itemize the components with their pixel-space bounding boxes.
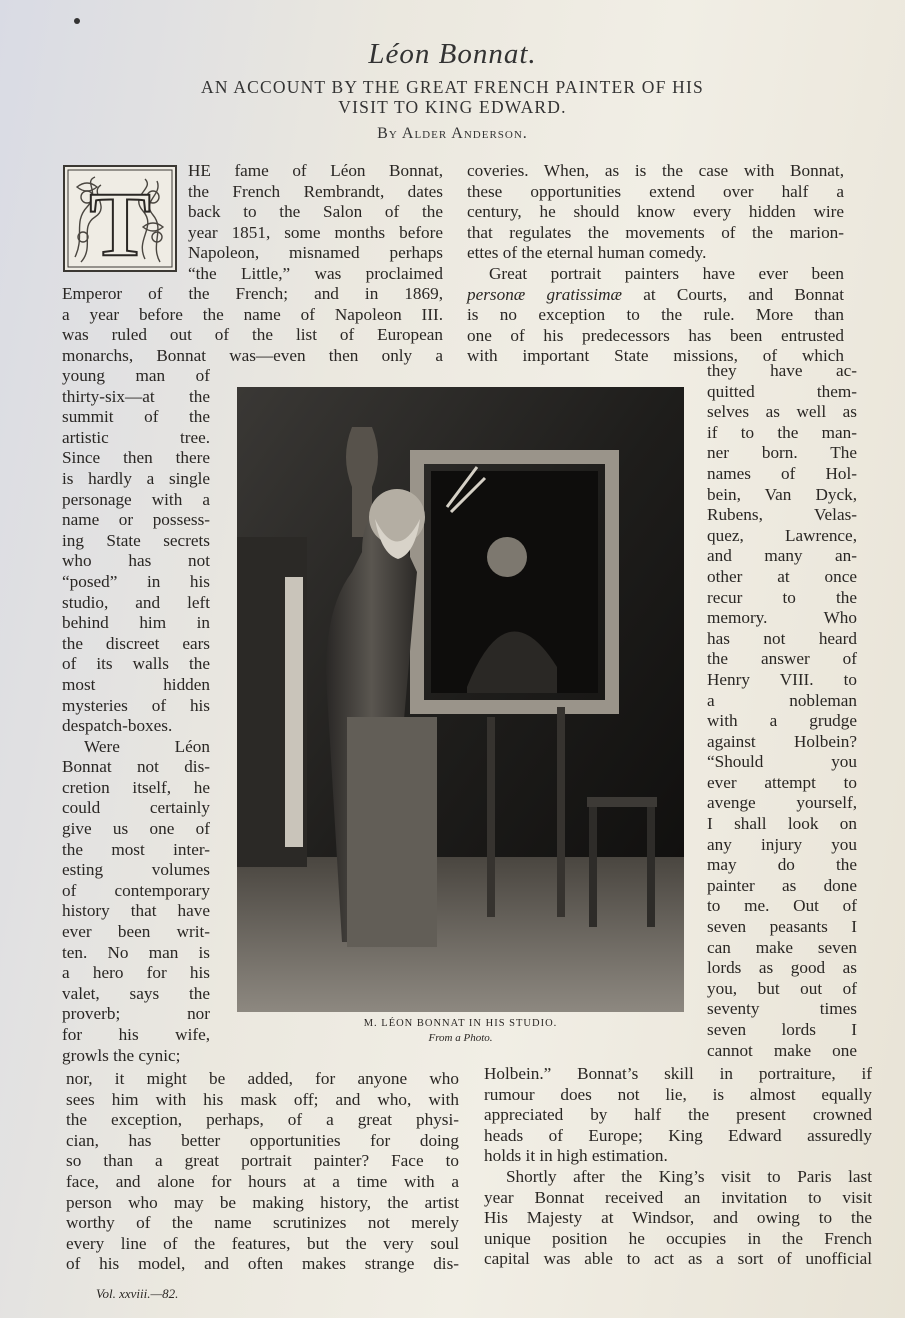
- text-line: summit of the: [62, 407, 210, 427]
- text-line: mysteries of his: [62, 695, 210, 715]
- text-line: these opportunities extend over half a: [467, 181, 844, 201]
- text-line: bein, Van Dyck,: [707, 484, 857, 504]
- text-line: ever been writ-: [62, 922, 210, 942]
- text-line: was ruled out of the list of European: [62, 325, 443, 345]
- text-line: who has not: [62, 551, 210, 571]
- text-line: Were Léon: [84, 736, 210, 756]
- text-line: Since then there: [62, 448, 210, 468]
- text-line: back to the Salon of the: [188, 202, 443, 222]
- col1-top: [188, 161, 443, 285]
- painter-in-studio-image: [237, 387, 684, 1012]
- text-line: and many an-: [707, 546, 857, 566]
- text-line: selves as well as: [707, 402, 857, 422]
- text-line: a year before the name of Napoleon III.: [62, 304, 443, 324]
- text-line: give us one of: [62, 819, 210, 839]
- text-line: painter as done: [707, 875, 857, 895]
- text-line: unique position he occupies in the French: [484, 1228, 872, 1248]
- text-line: ing State secrets: [62, 530, 210, 550]
- text-line: monarchs, Bonnat was—even then only a: [62, 345, 443, 365]
- text-line: rumour does not lie, is almost equally: [484, 1084, 872, 1104]
- text-line: you, but out of: [707, 978, 857, 998]
- text-line: can make seven: [707, 937, 857, 957]
- subtitle-line-1: AN ACCOUNT BY THE GREAT FRENCH PAINTER OF HIS: [201, 77, 704, 97]
- text-line: for his wife,: [62, 1025, 210, 1044]
- text-line: other at once: [707, 566, 857, 586]
- text-line: young man of: [62, 366, 210, 385]
- text-line: thirty-six—at the: [62, 386, 210, 406]
- text-line: coveries. When, as is the case with Bonnat,: [467, 161, 844, 180]
- col1-bottom: [66, 1069, 459, 1275]
- text-line: of his model, and often makes strange dis-: [66, 1254, 459, 1274]
- text-line: of contemporary: [62, 880, 210, 900]
- text-line: against Holbein?: [707, 731, 857, 751]
- text-line: sees him with his mask off; and who, with: [66, 1089, 459, 1109]
- text-line: is no exception to the rule. More than: [467, 305, 844, 325]
- text-line: HE fame of Léon Bonnat,: [188, 161, 443, 180]
- text-line: “the Little,” was proclaimed: [188, 263, 443, 283]
- text-line: heads of Europe; King Edward assuredly: [484, 1125, 872, 1145]
- text-line: Henry VIII. to: [707, 669, 857, 689]
- text-line: cian, has better opportunities for doing: [66, 1130, 459, 1150]
- text-line: despatch-boxes.: [62, 716, 173, 736]
- text-line: lords as good as: [707, 958, 857, 978]
- col1-full: [62, 284, 443, 366]
- text-line: century, he should know every hidden wire: [467, 202, 844, 222]
- byline: By Alder Anderson.: [377, 125, 528, 142]
- text-line: Shortly after the King’s visit to Paris last: [506, 1166, 872, 1186]
- studio-photograph: [237, 387, 684, 1012]
- dropcap-ornament-icon: [65, 167, 175, 270]
- text-line: Bonnat not dis-: [62, 757, 210, 777]
- text-line: name or possess-: [62, 510, 210, 530]
- latin-phrase: personæ gratissimæ: [467, 284, 622, 304]
- col2-top: [467, 161, 844, 367]
- text-line: recur to the: [707, 587, 857, 607]
- folio: Vol. xxviii.—82.: [96, 1286, 179, 1301]
- text-line: may do the: [707, 855, 857, 875]
- text-fragment: at Courts, and Bonnat: [621, 284, 844, 304]
- text-line: “posed” in his: [62, 571, 210, 591]
- text-line: year 1851, some months before: [188, 222, 443, 242]
- text-line: that regulates the movements of the marion-: [467, 222, 844, 242]
- photo-caption: [237, 1017, 684, 1045]
- text-line: quez, Lawrence,: [707, 525, 857, 545]
- text-line: with a grudge: [707, 711, 857, 731]
- text-line: the exception, perhaps, of a great physi-: [66, 1110, 459, 1130]
- text-line: a nobleman: [707, 690, 857, 710]
- text-line: artistic tree.: [62, 427, 210, 447]
- text-line: the French Rembrandt, dates: [188, 181, 443, 201]
- text-line: person who may be making history, the artist: [66, 1192, 459, 1212]
- decorated-dropcap: [63, 165, 177, 272]
- text-line: appreciated by half the present crowned: [484, 1105, 872, 1125]
- text-line: the answer of: [707, 649, 857, 669]
- text-line: they have ac-: [707, 361, 857, 380]
- text-line: one of his predecessors has been entrusted: [467, 325, 844, 345]
- text-line: I shall look on: [707, 814, 857, 834]
- text-line: cannot make one: [707, 1040, 857, 1060]
- text-line: Emperor of the French; and in 1869,: [62, 284, 443, 303]
- text-line: Holbein.” Bonnat’s skill in portraiture, if: [484, 1064, 872, 1083]
- text-line: face, and alone for hours at a time with a: [66, 1171, 459, 1191]
- text-line: seven lords I: [707, 1020, 857, 1039]
- photo-credit: From a Photo.: [428, 1032, 493, 1044]
- article-subtitle: [100, 77, 805, 117]
- caption-text: M. LÉON BONNAT IN HIS STUDIO.: [363, 1018, 558, 1029]
- text-line: most hidden: [62, 674, 210, 694]
- text-line: of its walls the: [62, 654, 210, 674]
- text-line: capital was able to act as a sort of unofficial: [484, 1249, 872, 1269]
- text-line: esting volumes: [62, 860, 210, 880]
- text-line: ner born. The: [707, 443, 857, 463]
- text-line: ten. No man is: [62, 942, 210, 962]
- text-line: quitted them-: [707, 381, 857, 401]
- text-line: studio, and left: [62, 592, 210, 612]
- text-line: valet, says the: [62, 983, 210, 1003]
- text-line: to me. Out of: [707, 896, 857, 916]
- text-line: worthy of the name scrutinizes not merely: [66, 1213, 459, 1233]
- text-line: cretion itself, he: [62, 777, 210, 797]
- text-line: a hero for his: [62, 963, 210, 983]
- text-line: Rubens, Velas-: [707, 505, 857, 525]
- text-line: the most inter-: [62, 839, 210, 859]
- text-line: could certainly: [62, 798, 210, 818]
- text-line: personage with a: [62, 489, 210, 509]
- subtitle-line-2: VISIT TO KING EDWARD.: [338, 97, 567, 117]
- article-title: Léon Bonnat.: [368, 38, 537, 70]
- col2-bottom: [484, 1064, 872, 1270]
- text-line: behind him in: [62, 613, 210, 633]
- text-line: growls the cynic;: [62, 1045, 181, 1065]
- text-line: nor, it might be added, for anyone who: [66, 1069, 459, 1088]
- text-line: “Should you: [707, 752, 857, 772]
- text-line: with important State missions, of which: [467, 346, 844, 366]
- text-line: His Majesty at Windsor, and owing to the: [484, 1208, 872, 1228]
- text-line: names of Hol-: [707, 463, 857, 483]
- text-line: every line of the features, but the very soul: [66, 1233, 459, 1253]
- text-line: seventy times: [707, 999, 857, 1019]
- text-line: proverb; nor: [62, 1004, 210, 1024]
- text-line: any injury you: [707, 834, 857, 854]
- printer-mark: [74, 18, 80, 24]
- text-line: year Bonnat received an invitation to visit: [484, 1187, 872, 1207]
- text-line: avenge yourself,: [707, 793, 857, 813]
- text-line: ettes of the eternal human comedy.: [467, 243, 707, 263]
- text-line: so than a great portrait painter? Face to: [66, 1151, 459, 1171]
- text-line: holds it in high estimation.: [484, 1146, 668, 1166]
- text-line: Napoleon, misnamed perhaps: [188, 243, 443, 263]
- col1-narrow: [62, 366, 210, 1066]
- col2-narrow: [707, 361, 857, 1061]
- text-line: is hardly a single: [62, 468, 210, 488]
- text-line: Great portrait painters have ever been: [489, 263, 844, 283]
- dropcap-letter: T: [89, 173, 151, 270]
- text-line: history that have: [62, 901, 210, 921]
- text-line: seven peasants I: [707, 917, 857, 937]
- text-line: memory. Who: [707, 608, 857, 628]
- text-line: has not heard: [707, 628, 857, 648]
- text-line: ever attempt to: [707, 772, 857, 792]
- text-line: [467, 285, 844, 306]
- text-line: the discreet ears: [62, 633, 210, 653]
- text-line: if to the man-: [707, 422, 857, 442]
